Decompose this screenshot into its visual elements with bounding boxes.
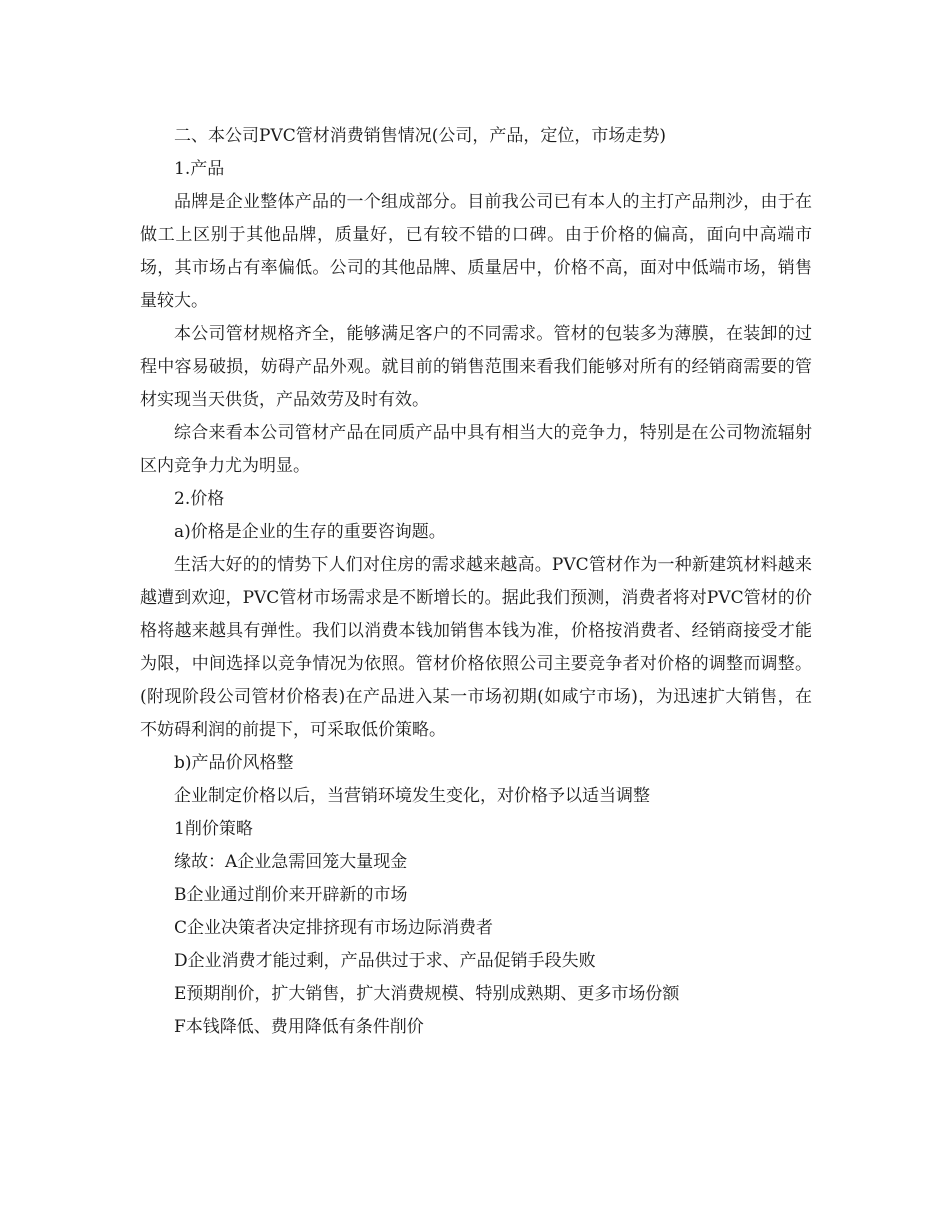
body-paragraph: 企业制定价格以后，当营销环境发生变化，对价格予以适当调整 <box>174 786 650 806</box>
body-paragraph: 本公司管材规格齐全，能够满足客户的不同需求。管材的包装多为薄膜，在装卸的过程中容易破损，妨碍产品外观。就目前的销售范围来看我们能够对所有的经销商需要的管材实现当天供货，产品效劳及时有效。 <box>140 324 812 410</box>
list-item: C企业决策者决定排挤现有市场边际消费者 <box>174 918 494 938</box>
subsection-heading-product: 1.产品 <box>174 159 225 179</box>
subsection-heading-price: 2.价格 <box>174 489 225 509</box>
section-heading: 二、本公司PVC管材消费销售情况(公司，产品，定位，市场走势) <box>174 126 666 146</box>
list-item: D企业消费才能过剩，产品供过于求、产品促销手段失败 <box>174 951 596 971</box>
list-item: F本钱降低、费用降低有条件削价 <box>174 1017 424 1037</box>
body-paragraph: 综合来看本公司管材产品在同质产品中具有相当大的竞争力，特别是在公司物流辐射区内竞争力尤为明显。 <box>140 423 812 476</box>
document-page <box>140 120 812 1044</box>
list-heading: 1削价策略 <box>174 819 253 839</box>
list-heading: b)产品价风格整 <box>174 753 294 773</box>
body-paragraph: 品牌是企业整体产品的一个组成部分。目前我公司已有本人的主打产品荆沙，由于在做工上区别于其他品牌，质量好，已有较不错的口碑。由于价格的偏高，面向中高端市场，其市场占有率偏低。公司的其他品牌、质量居中，价格不高，面对中低端市场，销售量较大。 <box>140 192 812 311</box>
list-item: 缘故：A企业急需回笼大量现金 <box>174 852 408 872</box>
body-paragraph: 生活大好的的情势下人们对住房的需求越来越高。PVC管材作为一种新建筑材料越来越遭到欢迎，PVC管材市场需求是不断增长的。据此我们预测，消费者将对PVC管材的价格将越来越具有弹性。我们以消费本钱加销售本钱为准，价格按消费者、经销商接受才能为限，中间选择以竞争情况为依照。管材价格依照公司主要竞争者对价格的调整而调整。(附现阶段公司管材价格表)在产品进入某一市场初期(如咸宁市场)，为迅速扩大销售，在不妨碍利润的前提下，可采取低价策略。 <box>140 555 812 740</box>
list-heading: a)价格是企业的生存的重要咨询题。 <box>174 522 446 542</box>
list-item: E预期削价，扩大销售，扩大消费规模、特别成熟期、更多市场份额 <box>174 984 680 1004</box>
list-item: B企业通过削价来开辟新的市场 <box>174 885 408 905</box>
